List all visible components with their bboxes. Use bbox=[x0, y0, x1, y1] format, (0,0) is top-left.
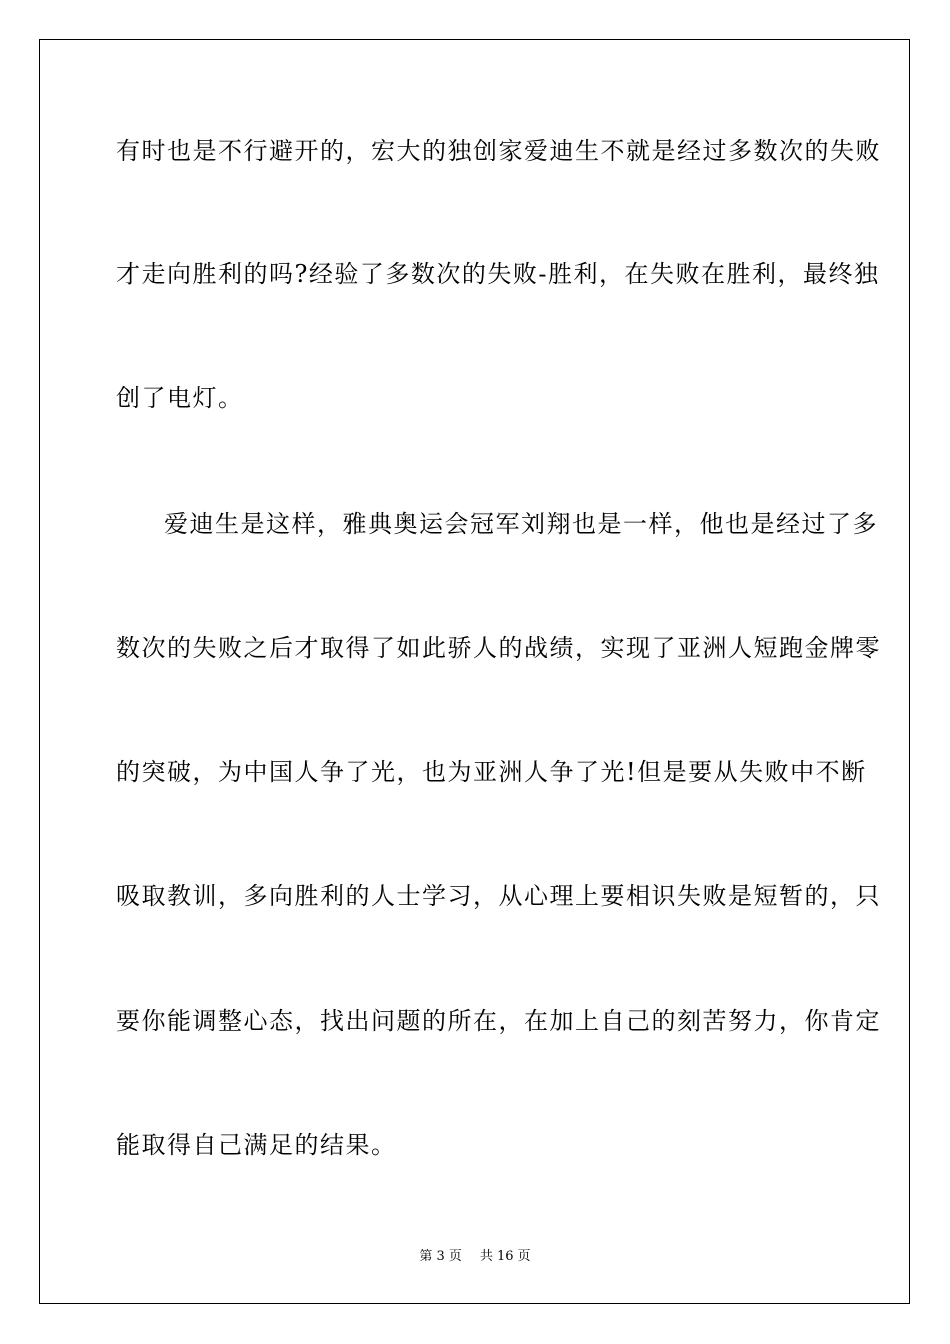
paragraph-line-8: 要你能调整心态，找出问题的所在，在加上自己的刻苦努力，你肯定 bbox=[116, 1007, 881, 1035]
paragraph-line-5: 数次的失败之后才取得了如此骄人的战绩，实现了亚洲人短跑金牌零 bbox=[116, 634, 881, 662]
paragraph-line-1: 有时也是不行避开的，宏大的独创家爱迪生不就是经过多数次的失败 bbox=[116, 137, 881, 165]
page-border bbox=[39, 39, 910, 1304]
paragraph-line-2: 才走向胜利的吗?经验了多数次的失败-胜利，在失败在胜利，最终独 bbox=[116, 260, 880, 288]
page-footer bbox=[0, 1249, 950, 1265]
paragraph-line-7: 吸取教训，多向胜利的人士学习，从心理上要相识失败是短暂的，只 bbox=[116, 882, 881, 910]
paragraph-line-4: 爱迪生是这样，雅典奥运会冠军刘翔也是一样，他也是经过了多 bbox=[164, 510, 878, 538]
paragraph-line-9: 能取得自己满足的结果。 bbox=[116, 1131, 397, 1159]
total-pages: 共 16 页 bbox=[479, 1249, 531, 1264]
paragraph-line-6: 的突破，为中国人争了光，也为亚洲人争了光!但是要从失败中不断 bbox=[116, 758, 867, 786]
paragraph-line-3: 创了电灯。 bbox=[116, 384, 244, 412]
page-number: 第 3 页 bbox=[419, 1249, 462, 1264]
